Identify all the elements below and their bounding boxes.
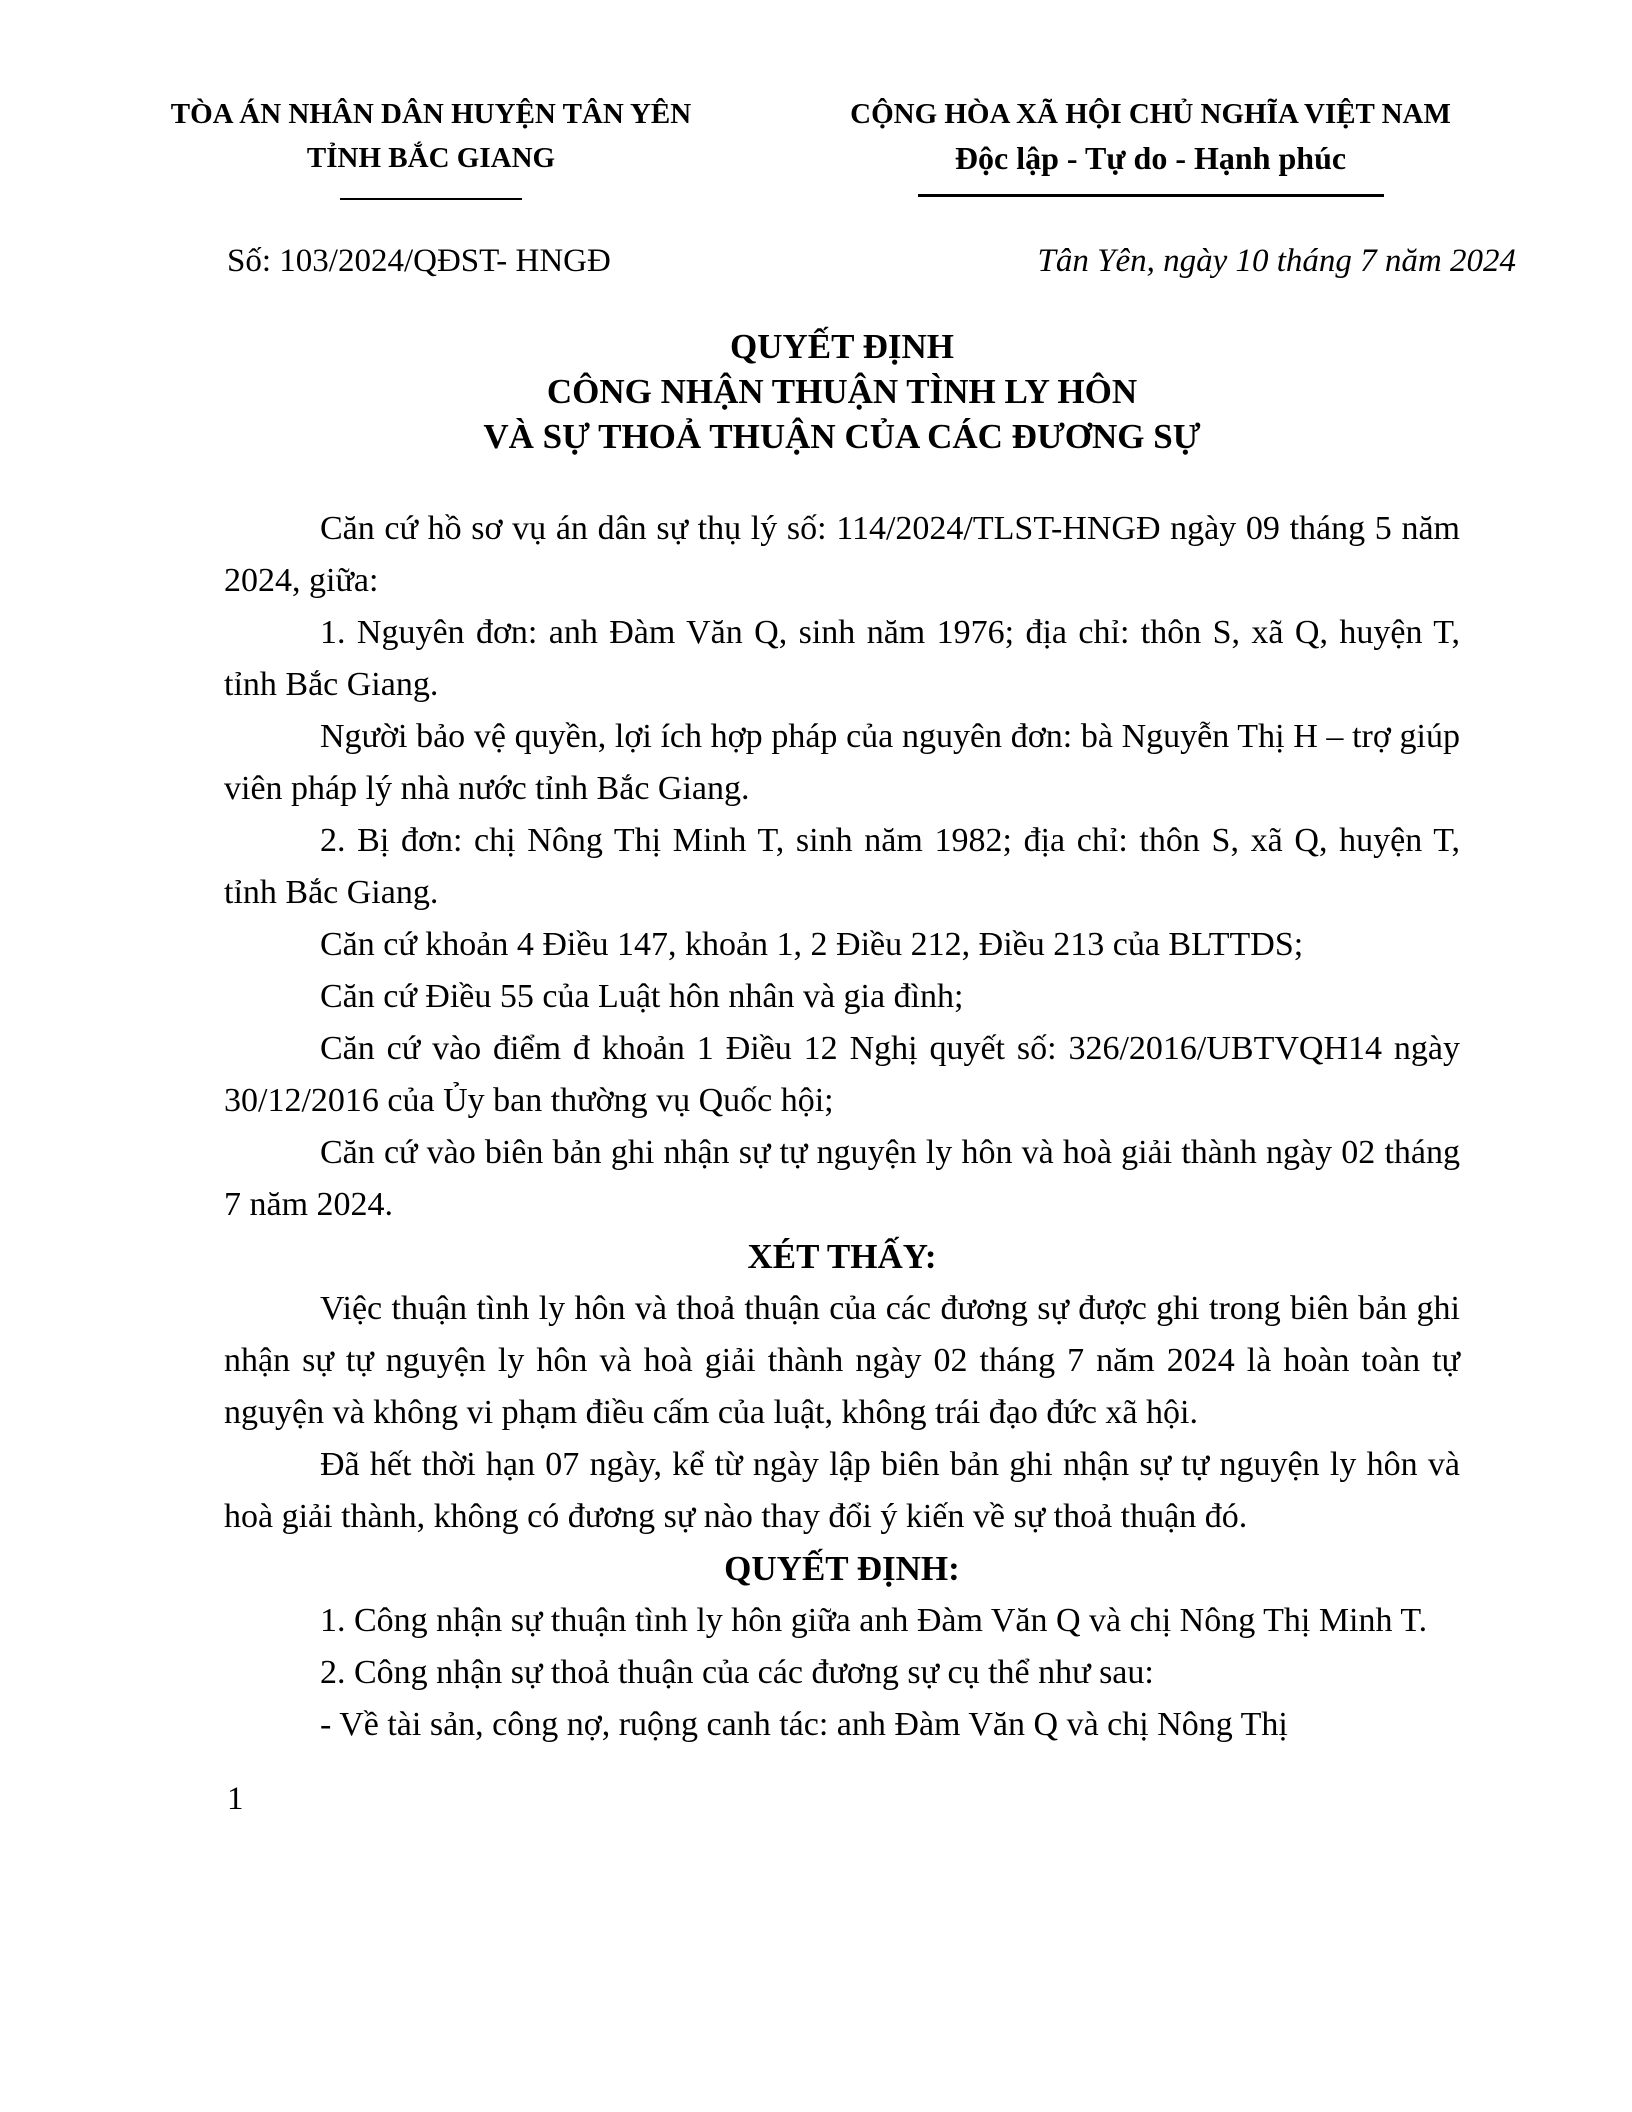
recital-paragraph: Căn cứ vào điểm đ khoản 1 Điều 12 Nghị quyết số: 326/2016/UBTVQH14 ngày 30/12/2016 của Ủy ban thường vụ Quốc hội; [224, 1030, 1460, 1119]
document-number: Số: 103/2024/QĐST- HNGĐ [227, 243, 611, 279]
decision-title [0, 324, 1632, 459]
recital-paragraph: Căn cứ Điều 55 của Luật hôn nhân và gia đình; [320, 978, 964, 1015]
decision-title-line3: VÀ SỰ THOẢ THUẬN CỦA CÁC ĐƯƠNG SỰ [483, 417, 1201, 456]
body-paragraph: Đã hết thời hạn 07 ngày, kể từ ngày lập biên bản ghi nhận sự tự nguyện ly hôn và hoà giải thành, không có đương sự nào thay đổi ý kiến về sự thoả thuận đó. [224, 1446, 1460, 1535]
page-number: 1 [227, 1781, 244, 1817]
republic-name: CỘNG HÒA XÃ HỘI CHỦ NGHĨA VIỆT NAM [850, 98, 1451, 130]
court-name-line1: TÒA ÁN NHÂN DÂN HUYỆN TÂN YÊN [170, 98, 692, 130]
body-paragraph: 1. Công nhận sự thuận tình ly hôn giữa anh Đàm Văn Q và chị Nông Thị Minh T. [320, 1602, 1428, 1639]
body-paragraph: Việc thuận tình ly hôn và thoả thuận của các đương sự được ghi trong biên bản ghi nhận sự tự nguyện ly hôn và hoà giải thành ngày 02 tháng 7 năm 2024 là hoàn toàn tự nguyện và không vi phạm điều cấm của luật, không trái đạo đức xã hội. [224, 1290, 1460, 1431]
body-paragraph: 2. Công nhận sự thoả thuận của các đương sự cụ thể như sau: [320, 1654, 1154, 1691]
recital-paragraph: 2. Bị đơn: chị Nông Thị Minh T, sinh năm 1982; địa chỉ: thôn S, xã Q, huyện T, tỉnh Bắc Giang. [224, 822, 1460, 911]
body-paragraph: - Về tài sản, công nợ, ruộng canh tác: anh Đàm Văn Q và chị Nông Thị [320, 1706, 1288, 1743]
document-body [0, 503, 1632, 1751]
place-and-date: Tân Yên, ngày 10 tháng 7 năm 2024 [1037, 243, 1516, 279]
national-motto: Độc lập - Tự do - Hạnh phúc [954, 140, 1347, 176]
document-meta-row [0, 238, 1632, 284]
decision-title-line1: QUYẾT ĐỊNH [730, 327, 954, 366]
issuing-authority-block [114, 92, 748, 200]
recital-paragraph: Căn cứ hồ sơ vụ án dân sự thụ lý số: 114/2024/TLST-HNGĐ ngày 09 tháng 5 năm 2024, giữa: [224, 510, 1460, 599]
document-footer [0, 1777, 1632, 1821]
recital-paragraph: 1. Nguyên đơn: anh Đàm Văn Q, sinh năm 1976; địa chỉ: thôn S, xã Q, huyện T, tỉnh Bắc Giang. [224, 614, 1460, 703]
national-header-block [783, 92, 1518, 200]
header-left-divider [340, 198, 522, 200]
recital-paragraph: Người bảo vệ quyền, lợi ích hợp pháp của nguyên đơn: bà Nguyễn Thị H – trợ giúp viên pháp lý nhà nước tỉnh Bắc Giang. [224, 718, 1460, 807]
document-header [0, 0, 1632, 200]
recital-paragraph: Căn cứ vào biên bản ghi nhận sự tự nguyện ly hôn và hoà giải thành ngày 02 tháng 7 năm 2024. [224, 1134, 1460, 1223]
header-right-divider [918, 194, 1384, 197]
court-name-line2: TỈNH BẮC GIANG [306, 142, 556, 174]
recital-paragraph: Căn cứ khoản 4 Điều 147, khoản 1, 2 Điều 212, Điều 213 của BLTTDS; [320, 926, 1304, 963]
section-heading-quyet-dinh: QUYẾT ĐỊNH: [724, 1549, 960, 1588]
decision-title-line2: CÔNG NHẬN THUẬN TÌNH LY HÔN [546, 372, 1138, 411]
section-heading-xet-thay: XÉT THẤY: [747, 1237, 937, 1276]
